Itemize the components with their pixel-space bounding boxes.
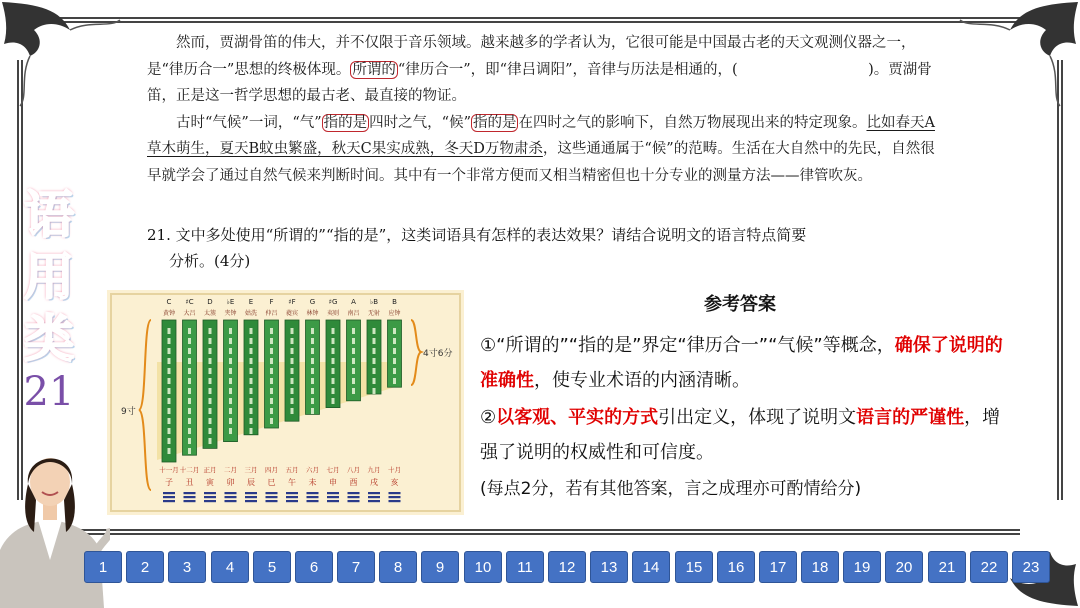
page-button-5[interactable]: 5 — [253, 551, 291, 583]
pipe-marking — [270, 398, 273, 404]
side-title-number: 21 — [23, 369, 75, 415]
pipe-marking — [270, 408, 273, 414]
pipe-marking — [291, 408, 294, 414]
pipe-name-label: 蕤宾 — [285, 310, 299, 317]
pipe-marking — [352, 358, 355, 364]
pipe-marking — [229, 408, 232, 414]
answer-text: ，增强了说明的权威性和可信度。 — [480, 407, 1001, 463]
answer-text: ② — [480, 407, 497, 428]
hexagram-bar — [204, 496, 216, 498]
page-button-13[interactable]: 13 — [590, 551, 628, 583]
pipe-marking — [373, 368, 376, 374]
pipe-marking — [332, 388, 335, 394]
pipe-month-label: 六月 — [306, 466, 319, 474]
pipe-marking — [250, 358, 253, 364]
pipe-marking — [168, 368, 171, 374]
pipe-marking — [311, 368, 314, 374]
pipe-branch-label: 卯 — [226, 478, 235, 487]
pipe-marking — [332, 338, 335, 344]
page-button-8[interactable]: 8 — [379, 551, 417, 583]
pipe-marking — [188, 398, 191, 404]
pipe-marking — [311, 398, 314, 404]
pipe-marking — [209, 428, 212, 434]
hexagram-bar — [307, 500, 319, 502]
question — [147, 222, 947, 274]
pipe-marking — [373, 328, 376, 334]
page-button-18[interactable]: 18 — [801, 551, 839, 583]
pipe-branch-label: 戌 — [370, 478, 378, 487]
pipe-marking — [168, 418, 171, 424]
pipe-name-label: 大吕 — [183, 310, 196, 317]
pipe-note-label: ♭B — [369, 298, 379, 306]
pipe-marking — [352, 348, 355, 354]
hexagram-bar — [368, 496, 380, 498]
pipe-note-label: B — [392, 298, 397, 306]
pipe-marking — [250, 418, 253, 424]
pipe-marking — [188, 378, 191, 384]
highlighted-term: 指的是 — [472, 114, 517, 131]
hexagram-bar — [184, 492, 196, 494]
pipe-marking — [393, 328, 396, 334]
pipe-marking — [352, 328, 355, 334]
pipe-branch-label: 酉 — [349, 478, 358, 487]
pipe-marking — [229, 358, 232, 364]
hexagram-bar — [327, 496, 339, 498]
pipe-marking — [311, 348, 314, 354]
pipe-marking — [168, 358, 171, 364]
pipe-marking — [188, 368, 191, 374]
pipe-marking — [209, 438, 212, 444]
pipe-marking — [311, 388, 314, 394]
page-button-15[interactable]: 15 — [675, 551, 713, 583]
pipe-marking — [229, 338, 232, 344]
pipe-marking — [311, 358, 314, 364]
pipe-marking — [373, 348, 376, 354]
pipe-name-label: 黄钟 — [162, 310, 176, 317]
side-title-char: 用 — [24, 248, 74, 306]
pipe-branch-label: 子 — [165, 478, 173, 487]
passage-paragraph-1 — [147, 30, 947, 110]
pipe-month-label: 十月 — [388, 466, 401, 474]
pipe-name-label: 无射 — [367, 310, 381, 317]
pipe-month-label: 二月 — [224, 466, 237, 474]
side-title-char: 语 — [24, 186, 74, 244]
answer-keyphrase: 以客观、平实的方式 — [496, 407, 659, 428]
hexagram-bar — [163, 492, 175, 494]
passage-text: 然而，贾湖骨笛的伟大，并不仅限于音乐领域。越来越多的学者认为，它很可能是中国最古老的天文观测仪器之一，是“律历合一”思想的终极体现。 — [147, 35, 916, 78]
pipe-marking — [168, 398, 171, 404]
hexagram-bar — [184, 496, 196, 498]
pipe-marking — [188, 428, 191, 434]
pipe-month-label: 八月 — [347, 466, 360, 474]
highlighted-term: 指的是 — [323, 114, 368, 131]
hexagram-bar — [348, 496, 360, 498]
pipe-marking — [270, 358, 273, 364]
pipe-month-label: 四月 — [265, 466, 278, 474]
pipe-marking — [332, 398, 335, 404]
hexagram-bar — [225, 492, 237, 494]
pipe-marking — [188, 418, 191, 424]
passage-text: 在四时之气的影响下，自然万物展现出来的特定现象。 — [518, 114, 867, 131]
passage-text: 古时“气候”一词，“气” — [176, 114, 322, 131]
pipe-note-label: G — [309, 298, 316, 306]
page-button-2[interactable]: 2 — [126, 551, 164, 583]
pipe-marking — [168, 438, 171, 444]
pipe-note-label: ♯C — [185, 298, 194, 306]
pipe-marking — [373, 378, 376, 384]
page-button-23[interactable]: 23 — [1012, 551, 1050, 583]
hexagram-bar — [307, 496, 319, 498]
hexagram-bar — [368, 500, 380, 502]
pipe-month-label: 九月 — [367, 466, 381, 474]
pipe-marking — [229, 368, 232, 374]
side-title-char: 类 — [24, 310, 74, 368]
pipe-marking — [209, 358, 212, 364]
scoring-note: (每点2分，若有其他答案，言之成理亦可酌情给分) — [480, 479, 862, 499]
pipe-marking — [209, 408, 212, 414]
hexagram-bar — [225, 496, 237, 498]
pipe-marking — [229, 378, 232, 384]
pipe-marking — [291, 348, 294, 354]
answer-keyphrase: 语言的严谨性 — [856, 407, 965, 428]
pipe-marking — [373, 338, 376, 344]
page-button-1[interactable]: 1 — [84, 551, 122, 583]
hexagram-bar — [204, 500, 216, 502]
pipe-note-label: E — [248, 298, 254, 306]
answer-text: 引出定义，体现了说明文 — [658, 407, 857, 428]
pipe-marking — [270, 328, 273, 334]
pipe-name-label: 夹钟 — [224, 310, 237, 317]
presenter-arm — [96, 528, 110, 552]
pipe-marking — [188, 338, 191, 344]
pipe-marking — [270, 388, 273, 394]
pipe-marking — [209, 418, 212, 424]
pipe-marking — [229, 418, 232, 424]
hexagram-bar — [327, 492, 339, 494]
pipe-marking — [188, 348, 191, 354]
reference-answer — [480, 290, 1010, 506]
pipe-marking — [291, 398, 294, 404]
pipe-marking — [209, 368, 212, 374]
page-button-19[interactable]: 19 — [843, 551, 881, 583]
pipe-marking — [250, 388, 253, 394]
pipe-marking — [209, 348, 212, 354]
highlighted-term: 所谓的 — [352, 61, 396, 78]
pipe-marking — [168, 378, 171, 384]
pipe-note-label: ♯G — [328, 298, 338, 306]
page-button-16[interactable]: 16 — [717, 551, 755, 583]
right-length-label: 4寸6分 — [423, 349, 453, 359]
pipe-marking — [209, 398, 212, 404]
pipe-marking — [352, 338, 355, 344]
pipe-marking — [311, 338, 314, 344]
pipe-marking — [291, 378, 294, 384]
answer-text: ，使专业术语的内涵清晰。 — [534, 370, 750, 391]
pipe-name-label: 太簇 — [203, 310, 217, 317]
page-button-21[interactable]: 21 — [928, 551, 966, 583]
side-title — [14, 184, 84, 414]
pitch-pipes-illustration — [107, 290, 464, 515]
underlined-sentence: 比如春天A草木萌生，夏天B蚊虫繁盛，秋天C果实成熟，冬天D万物肃杀 — [147, 114, 935, 157]
page-button-7[interactable]: 7 — [337, 551, 375, 583]
page-button-12[interactable]: 12 — [548, 551, 586, 583]
pipe-marking — [188, 388, 191, 394]
pipe-marking — [250, 328, 253, 334]
pipe-marking — [393, 368, 396, 374]
hexagram-bar — [389, 496, 401, 498]
hexagram-bar — [266, 492, 278, 494]
pipe-name-label: 仲吕 — [265, 310, 278, 317]
hexagram-bar — [163, 500, 175, 502]
pipe-marking — [291, 338, 294, 344]
pipe-marking — [352, 388, 355, 394]
hexagram-bar — [389, 500, 401, 502]
pipe-marking — [311, 378, 314, 384]
pipe-marking — [250, 348, 253, 354]
pipe-month-label: 三月 — [244, 466, 258, 474]
pipe-branch-label: 午 — [288, 478, 296, 487]
pipe-marking — [373, 358, 376, 364]
pipe-marking — [168, 388, 171, 394]
pipe-marking — [270, 418, 273, 424]
pipe-marking — [209, 338, 212, 344]
page-button-20[interactable]: 20 — [885, 551, 923, 583]
pipe-marking — [229, 398, 232, 404]
pipe-marking — [311, 408, 314, 414]
pipe-marking — [168, 328, 171, 334]
pipe-marking — [291, 388, 294, 394]
hexagram-bar — [266, 496, 278, 498]
hexagram-bar — [286, 492, 298, 494]
pipe-marking — [250, 368, 253, 374]
pipe-marking — [188, 448, 191, 454]
hexagram-bar — [266, 500, 278, 502]
page-button-3[interactable]: 3 — [168, 551, 206, 583]
page-button-6[interactable]: 6 — [295, 551, 333, 583]
pipe-month-label: 五月 — [285, 466, 299, 474]
pipe-name-label: 林钟 — [306, 310, 319, 317]
pipe-marking — [393, 378, 396, 384]
pipe-note-label: ♭E — [226, 298, 235, 306]
pitch-pipe — [244, 320, 258, 435]
pipe-marking — [250, 398, 253, 404]
pipe-marking — [270, 378, 273, 384]
hexagram-bar — [286, 500, 298, 502]
pipe-marking — [332, 348, 335, 354]
pipe-month-label: 正月 — [203, 466, 217, 474]
pipe-marking — [393, 358, 396, 364]
pipe-marking — [332, 368, 335, 374]
answer-point-2 — [480, 400, 1010, 470]
pipe-marking — [168, 448, 171, 454]
passage-text: “律历合一”，即“律吕调阳”，音律与历法是相通的，( )。贾湖骨笛，正是这一哲学思想的最古老、最直接的物证。 — [147, 61, 932, 104]
left-length-label: 9寸 — [121, 407, 136, 417]
pipe-name-label: 应钟 — [388, 310, 401, 317]
answer-keyphrase: 确保了说明的准确性 — [480, 335, 1003, 391]
pipe-marking — [250, 378, 253, 384]
pipe-marking — [229, 388, 232, 394]
hexagram-bar — [163, 496, 175, 498]
pipe-month-label: 七月 — [326, 466, 340, 474]
hexagram-bar — [184, 500, 196, 502]
pipe-marking — [373, 388, 376, 394]
pipe-marking — [270, 368, 273, 374]
question-line: 21. 文中多处使用“所谓的”“指的是”，这类词语具有怎样的表达效果？请结合说明文的语言特点简要 — [147, 226, 807, 244]
pipe-note-label: ♯F — [288, 298, 296, 306]
passage-paragraph-2 — [147, 110, 947, 190]
pipe-marking — [332, 358, 335, 364]
pipe-marking — [250, 408, 253, 414]
pipe-marking — [332, 378, 335, 384]
pipe-marking — [188, 408, 191, 414]
pipe-month-label: 十二月 — [179, 466, 200, 474]
answer-title: 参考答案 — [704, 294, 776, 315]
pipe-marking — [209, 388, 212, 394]
page-button-17[interactable]: 17 — [759, 551, 797, 583]
pipe-marking — [270, 348, 273, 354]
pipe-marking — [311, 328, 314, 334]
passage-text: 四时之气，“候” — [369, 114, 471, 131]
pipe-marking — [332, 328, 335, 334]
hexagram-bar — [327, 500, 339, 502]
pipe-month-label: 十一月 — [159, 466, 179, 474]
pipe-marking — [188, 438, 191, 444]
page-navigation — [84, 551, 1050, 585]
hexagram-bar — [245, 496, 257, 498]
pipe-branch-label: 未 — [308, 478, 317, 487]
pipe-branch-label: 辰 — [247, 478, 255, 487]
pipe-marking — [229, 428, 232, 434]
pipe-marking — [229, 348, 232, 354]
pipe-marking — [209, 328, 212, 334]
pipe-marking — [352, 368, 355, 374]
pipe-marking — [270, 338, 273, 344]
pipe-marking — [393, 348, 396, 354]
pipe-marking — [188, 358, 191, 364]
pipe-name-label: 夷则 — [326, 310, 340, 317]
answer-text: ①“所谓的”“指的是”界定“律历合一”“气候”等概念， — [480, 335, 895, 356]
page-button-10[interactable]: 10 — [464, 551, 502, 583]
pipe-marking — [168, 408, 171, 414]
pipe-marking — [291, 358, 294, 364]
pipe-marking — [168, 428, 171, 434]
hexagram-bar — [245, 500, 257, 502]
page-button-4[interactable]: 4 — [211, 551, 249, 583]
hexagram-bar — [368, 492, 380, 494]
page-button-22[interactable]: 22 — [970, 551, 1008, 583]
pipe-note-label: C — [166, 298, 172, 306]
hexagram-bar — [348, 492, 360, 494]
pipe-marking — [188, 328, 191, 334]
passage-text: ，这些通通属于“候”的范畴。生活在大自然中的先民，自然很早就学会了通过自然气候来判断时间。其中有一个非常方便而又相当精密但也十分专业的测量方法——律管吹灰。 — [147, 141, 935, 184]
pipe-marking — [291, 368, 294, 374]
page-button-14[interactable]: 14 — [632, 551, 670, 583]
hexagram-bar — [389, 492, 401, 494]
pipe-marking — [229, 328, 232, 334]
page-button-9[interactable]: 9 — [421, 551, 459, 583]
pipe-note-label: F — [269, 298, 274, 306]
hexagram-bar — [286, 496, 298, 498]
pipe-marking — [352, 378, 355, 384]
pipe-branch-label: 寅 — [206, 478, 214, 487]
pipe-marking — [250, 428, 253, 434]
hexagram-bar — [348, 500, 360, 502]
pipe-branch-label: 丑 — [185, 478, 194, 487]
pipe-marking — [291, 328, 294, 334]
page-button-11[interactable]: 11 — [506, 551, 544, 583]
pipe-marking — [209, 378, 212, 384]
pipe-branch-label: 巳 — [267, 478, 276, 487]
pipe-note-label: D — [207, 298, 213, 306]
question-line: 分析。(4分) — [169, 252, 251, 270]
hexagram-bar — [225, 500, 237, 502]
pipe-marking — [250, 338, 253, 344]
pipe-marking — [168, 338, 171, 344]
hexagram-bar — [307, 492, 319, 494]
answer-point-1 — [480, 328, 1010, 398]
pipe-note-label: A — [351, 298, 356, 306]
pipe-branch-label: 亥 — [390, 478, 399, 487]
pipe-name-label: 南吕 — [347, 310, 360, 317]
pipe-branch-label: 申 — [329, 478, 337, 487]
pipe-name-label: 姑洗 — [244, 310, 258, 317]
hexagram-bar — [245, 492, 257, 494]
pipe-marking — [168, 348, 171, 354]
hexagram-bar — [204, 492, 216, 494]
reading-passage — [147, 30, 947, 189]
pipe-marking — [393, 338, 396, 344]
